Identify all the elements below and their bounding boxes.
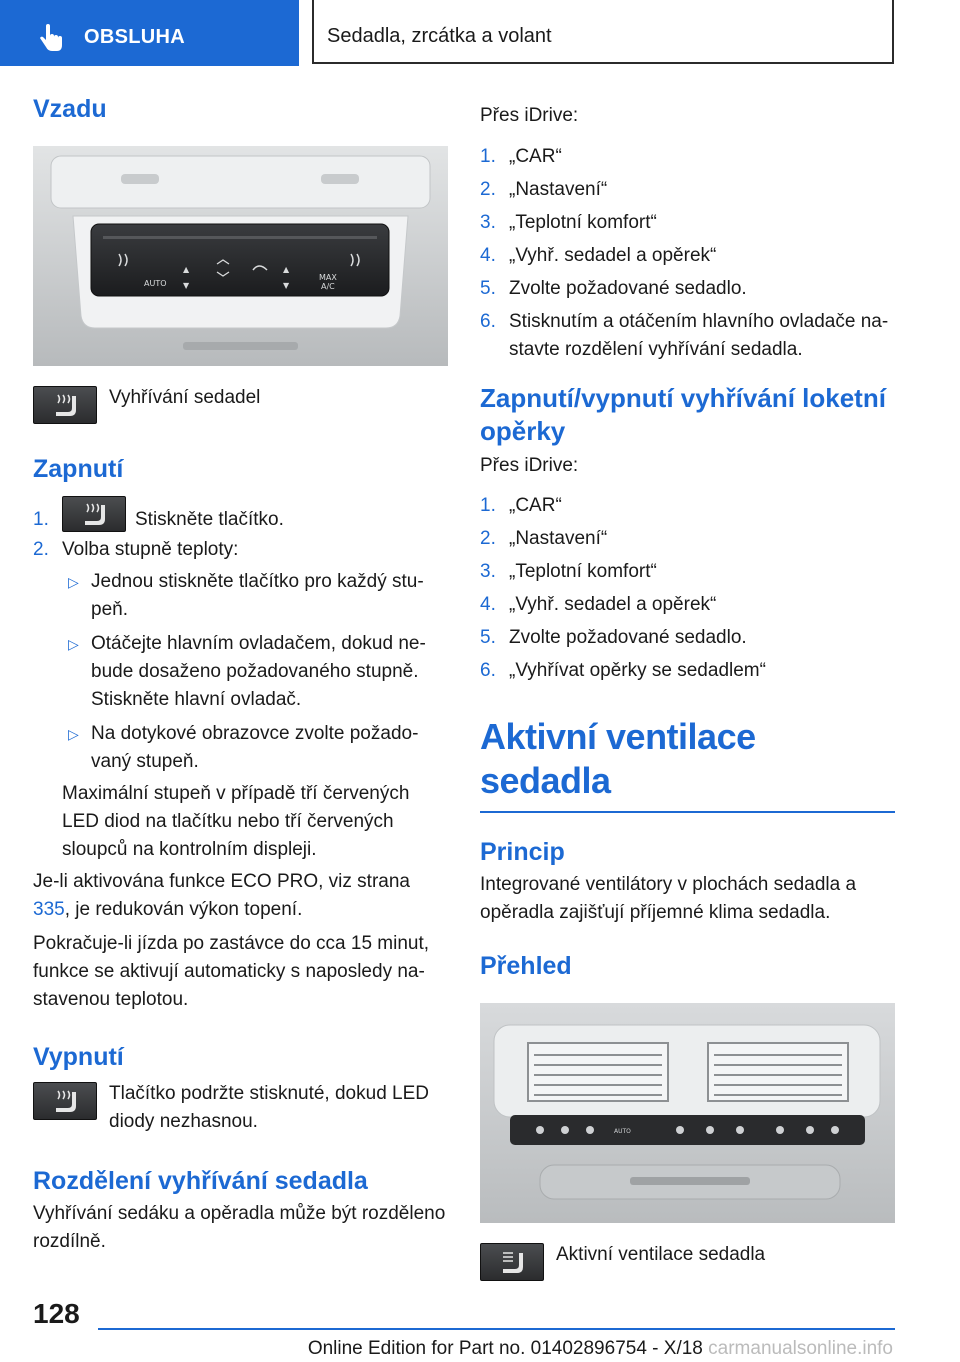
rear-panel-photo [33, 146, 448, 366]
svg-text:▼: ▼ [183, 281, 190, 290]
vent-caption-row [480, 1243, 895, 1281]
idrive-list-2 [480, 492, 895, 685]
armrest-heading: Zapnutí/vypnutí vyhřívání loketní opěrky [480, 383, 886, 446]
off-heading: Vypnutí [33, 1043, 124, 1071]
eco-text-before: Je-li aktivována funkce ECO PRO, viz strana [33, 871, 410, 892]
step-text: Volba stupně teploty: [62, 539, 239, 560]
bullet-text: Otáčejte hlavním ovladačem, dokud ne‐bude dosaženo požadovaného stupně. Stiskněte hlavní ovladač. [91, 633, 426, 710]
bullet-item [33, 720, 448, 776]
on-step-1 [33, 496, 448, 532]
step-number: 2. [480, 179, 496, 200]
step-text: Zvolte požadované sedadlo. [509, 278, 747, 299]
svg-text:▼: ▼ [283, 281, 290, 290]
front-auto-label: AUTO [614, 1128, 631, 1135]
page-number: 128 [33, 1298, 80, 1329]
list-item [480, 176, 895, 204]
triangle-bullet-icon: ▷ [68, 726, 79, 742]
list-item [480, 242, 895, 270]
page-header [0, 0, 960, 66]
seat-ventilation-icon [480, 1243, 544, 1281]
on-steps [33, 496, 448, 864]
step-number: 3. [480, 561, 496, 582]
ventilation-heading: Aktivní ventilace sedadla [480, 716, 756, 801]
triangle-bullet-icon: ▷ [68, 574, 79, 590]
bullet-item [33, 568, 448, 624]
overview-heading: Přehled [480, 952, 572, 980]
list-item [480, 591, 895, 619]
idrive-list-1 [480, 143, 895, 364]
triangle-bullet-icon: ▷ [68, 636, 79, 652]
bullet-text: Jednou stiskněte tlačítko pro každý stu‐peň. [91, 571, 424, 620]
seat-heating-button-icon [62, 496, 126, 532]
step-number: 5. [480, 278, 496, 299]
step-text: „Nastavení“ [509, 528, 608, 549]
list-item [480, 143, 895, 171]
step-number: 1. [480, 146, 496, 167]
list-item [480, 525, 895, 553]
resume-note: Pokračuje-li jízda po zastávce do cca 15 minut, funkce se aktivují automaticky s naposledy na‐stavenou teplotou. [33, 933, 430, 1010]
section-label: OBSLUHA [84, 26, 185, 48]
principle-heading: Princip [480, 838, 565, 866]
step-text: Stisknutím a otáčením hlavního ovladače na‐stavte rozdělení vyhřívání sedadla. [509, 311, 889, 360]
list-item [480, 657, 895, 685]
chapter-title-box [312, 0, 894, 64]
rear-console-illustration [33, 146, 448, 366]
step-number: 5. [480, 627, 496, 648]
rear-caption-row [33, 386, 448, 424]
front-console-illustration [480, 1003, 895, 1223]
list-item [480, 558, 895, 586]
list-item [480, 492, 895, 520]
hand-pointer-icon [36, 24, 66, 54]
step-number: 4. [480, 594, 496, 615]
off-row [33, 1082, 448, 1136]
eco-text-after: , je redukován výkon topení. [64, 899, 303, 920]
section-tab[interactable] [0, 0, 299, 66]
svg-text:▲: ▲ [283, 265, 290, 274]
page-link[interactable]: 335 [33, 899, 65, 920]
principle-text: Integrované ventilátory v plochách sedadla a opěradla zajišťují příjemné klima sedadla. [480, 874, 857, 923]
list-item [480, 308, 895, 364]
seat-heating-icon [33, 1082, 97, 1120]
split-text: Vyhřívání sedáku a opěradla může být rozděleno rozdílně. [33, 1203, 446, 1252]
step-text: Zvolte požadované sedadlo. [509, 627, 747, 648]
footer-rule [98, 1328, 895, 1330]
step-number: 2. [33, 539, 49, 560]
edition-text: Online Edition for Part no. 01402896754 - X/18 [307, 1338, 703, 1359]
rear-max-label: MAX [319, 273, 337, 282]
step-number: 6. [480, 660, 496, 681]
bullet-text: Na dotykové obrazovce zvolte požado‐vaný stupeň. [91, 723, 419, 772]
rear-ac-label: A/C [321, 282, 335, 291]
seat-heating-icon [33, 386, 97, 424]
rear-auto-label: AUTO [144, 279, 167, 288]
watermark-text: carmanualsonline.info [708, 1338, 893, 1359]
step-number: 3. [480, 212, 496, 233]
max-level-note: Maximální stupeň v případě tří červených LED diod na tlačítku nebo tří červených sloupců na kontrolním displeji. [62, 783, 410, 860]
step-text: „Vyhř. sedadel a opěrek“ [509, 245, 717, 266]
idrive-label-1: Přes iDrive: [480, 105, 579, 126]
bullet-item [33, 630, 448, 714]
left-column [33, 92, 448, 1256]
split-heading: Rozdělení vyhřívání sedadla [33, 1167, 368, 1195]
eco-pro-note [33, 868, 448, 924]
page-footer [0, 1290, 960, 1362]
on-heading: Zapnutí [33, 455, 124, 483]
vent-caption: Aktivní ventilace sedadla [556, 1244, 766, 1265]
step-text: Stiskněte tlačítko. [135, 509, 284, 530]
on-step-2 [33, 536, 448, 564]
step-number: 6. [480, 311, 496, 332]
list-item [480, 624, 895, 652]
svg-text:▲: ▲ [183, 265, 190, 274]
edition-note [308, 1338, 893, 1360]
step-text: „CAR“ [509, 146, 562, 167]
right-column [480, 92, 895, 1281]
step-text: „Vyhř. sedadel a opěrek“ [509, 594, 717, 615]
step-text: „Teplotní komfort“ [509, 212, 657, 233]
step-text: „Nastavení“ [509, 179, 608, 200]
step-number: 4. [480, 245, 496, 266]
heading-rule [480, 811, 895, 813]
step-text: „CAR“ [509, 495, 562, 516]
list-item [480, 209, 895, 237]
step-text: „Teplotní komfort“ [509, 561, 657, 582]
off-text: Tlačítko podržte stisknuté, dokud LED diody nezhasnou. [109, 1083, 429, 1132]
front-panel-photo [480, 1003, 895, 1223]
step-number: 2. [480, 528, 496, 549]
rear-heading: Vzadu [33, 95, 107, 123]
rear-caption: Vyhřívání sedadel [109, 387, 261, 408]
step-number: 1. [480, 495, 496, 516]
list-item [480, 275, 895, 303]
chapter-title: Sedadla, zrcátka a volant [327, 25, 552, 47]
step-number: 1. [33, 509, 49, 530]
idrive-label-2: Přes iDrive: [480, 455, 579, 476]
step-text: „Vyhřívat opěrky se sedadlem“ [509, 660, 766, 681]
